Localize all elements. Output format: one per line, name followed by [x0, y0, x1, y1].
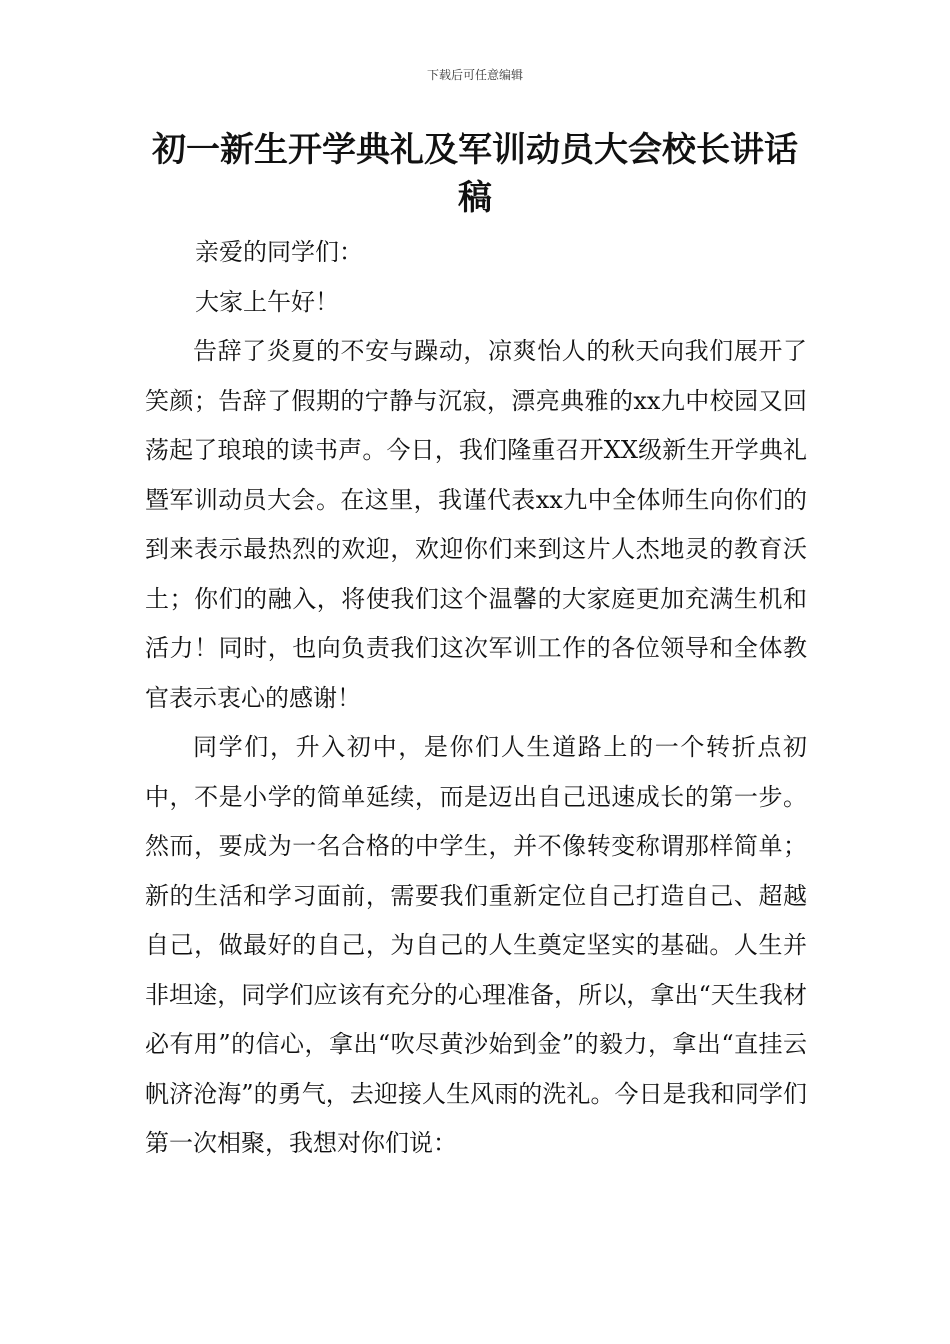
paragraph: 告辞了炎夏的不安与躁动，凉爽怡人的秋天向我们展开了笑颜；告辞了假期的宁静与沉寂，漂亮典雅的xx九中校园又回荡起了琅琅的读书声。今日，我们隆重召开XX级新生开学典礼暨军训动员大会。在这里，我谨代表xx九中全体师生向你们的到来表示最热烈的欢迎，欢迎你们来到这片人杰地灵的教育沃土；你们的融入，将使我们这个温馨的大家庭更加充满生机和活力！同时，也向负责我们这次军训工作的各位领导和全体教官表示衷心的感谢！ — [145, 337, 807, 712]
document-body — [145, 228, 807, 1169]
paragraph: 同学们，升入初中，是你们人生道路上的一个转折点初中，不是小学的简单延续，而是迈出自己迅速成长的第一步。然而，要成为一名合格的中学生，并不像转变称谓那样简单；新的生活和学习面前，需要我们重新定位自己打造自己、超越自己，做最好的自己，为自己的人生奠定坚实的基础。人生并非坦途，同学们应该有充分的心理准备，所以，拿出“天生我材必有用”的信心，拿出“吹尽黄沙始到金”的毅力，拿出“直挂云帆济沧海”的勇气，去迎接人生风雨的洗礼。今日是我和同学们第一次相聚，我想对你们说： — [145, 733, 807, 1157]
salutation: 亲爱的同学们： — [195, 238, 363, 266]
greeting-line: 大家上午好！ — [195, 287, 339, 316]
header-note: 下载后可任意编辑 — [426, 68, 523, 82]
document-title: 初一新生开学典礼及军训动员大会校长讲话稿 — [152, 130, 798, 218]
